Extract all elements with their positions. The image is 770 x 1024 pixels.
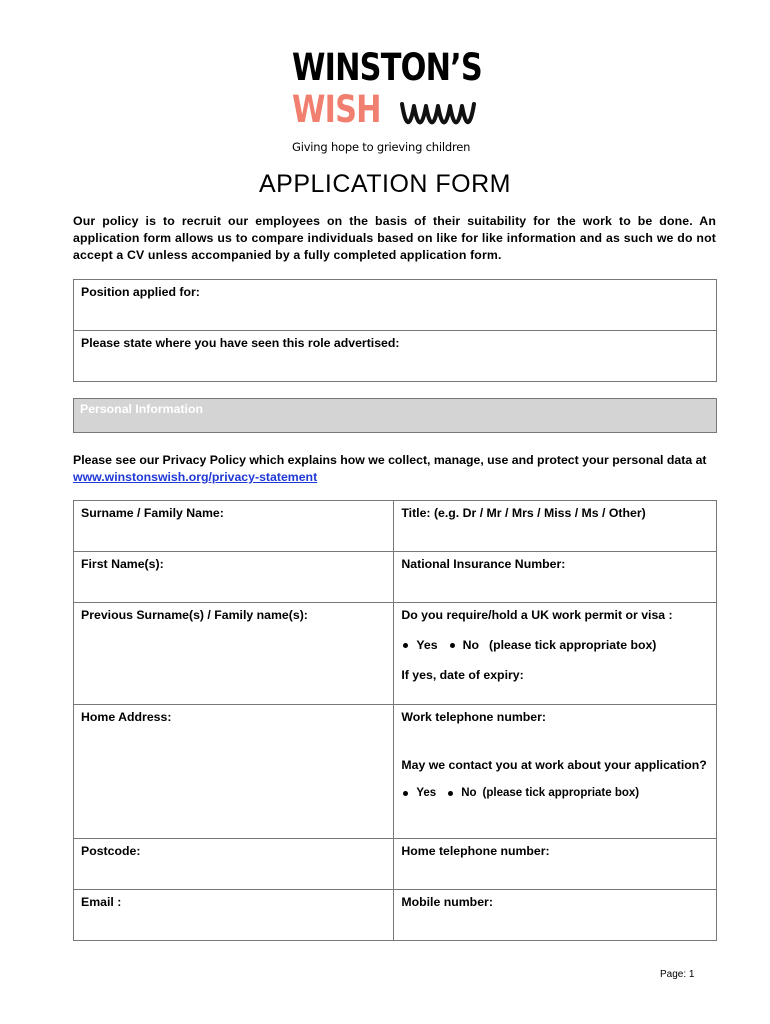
- title-field[interactable]: [394, 501, 717, 552]
- section-banner-personal-information: Personal Information: [73, 398, 717, 433]
- permit-no-label: No: [462, 638, 479, 652]
- position-table: [73, 279, 717, 382]
- policy-intro: Our policy is to recruit our employees on the basis of their suitability for the work to be done. An application form allows us to compare individuals based on like for like information and as such we do not accept a CV unless accompanied by a fully completed application form.: [73, 214, 716, 262]
- winstons-wish-logo: [292, 48, 482, 158]
- surname-label: Surname / Family Name:: [81, 506, 224, 520]
- expiry-date-label[interactable]: If yes, date of expiry:: [401, 668, 524, 682]
- advertised-label: Please state where you have seen this role advertised:: [81, 336, 400, 350]
- previous-surname-label: Previous Surname(s) / Family name(s):: [81, 608, 308, 622]
- yes-bullet-icon[interactable]: [403, 643, 408, 648]
- permit-note: (please tick appropriate box): [488, 638, 657, 652]
- position-applied-field[interactable]: [74, 280, 717, 331]
- personal-info-table: [73, 500, 717, 941]
- contact-yes-label: Yes: [416, 787, 437, 799]
- mobile-label: Mobile number:: [401, 895, 493, 909]
- work-permit-question: Do you require/hold a UK work permit or visa :: [401, 608, 673, 622]
- first-name-field[interactable]: [74, 552, 394, 603]
- home-address-label: Home Address:: [81, 710, 172, 724]
- logo-tagline: Giving hope to grieving children: [292, 140, 471, 154]
- home-address-field[interactable]: [74, 705, 394, 839]
- mobile-field[interactable]: [394, 890, 717, 941]
- postcode-label: Postcode:: [81, 844, 141, 858]
- work-phone-label[interactable]: Work telephone number:: [401, 710, 546, 724]
- logo-wordmark-line1: WINSTON’S: [292, 46, 482, 89]
- work-permit-options: [401, 638, 709, 652]
- ni-number-label: National Insurance Number:: [401, 557, 566, 571]
- yes-bullet-icon[interactable]: [403, 791, 408, 796]
- ni-number-field[interactable]: [394, 552, 717, 603]
- home-phone-label: Home telephone number:: [401, 844, 550, 858]
- privacy-text: Please see our Privacy Policy which explains how we collect, manage, use and protect your personal data at: [73, 453, 707, 467]
- privacy-notice: [73, 452, 713, 486]
- email-field[interactable]: [74, 890, 394, 941]
- surname-field[interactable]: [74, 501, 394, 552]
- no-bullet-icon[interactable]: [450, 643, 455, 648]
- no-bullet-icon[interactable]: [448, 791, 453, 796]
- contact-options: [401, 787, 709, 799]
- first-name-label: First Name(s):: [81, 557, 164, 571]
- previous-surname-field[interactable]: [74, 603, 394, 705]
- work-permit-field: [394, 603, 717, 705]
- page-title: APPLICATION FORM: [258, 170, 511, 198]
- page-number: Page: 1: [660, 969, 695, 980]
- position-applied-label: Position applied for:: [81, 285, 200, 299]
- permit-yes-label: Yes: [416, 638, 438, 652]
- privacy-link[interactable]: www.winstonswish.org/privacy-statement: [73, 470, 318, 484]
- advertised-field[interactable]: [74, 331, 717, 382]
- logo-wave-icon: [400, 98, 480, 132]
- contact-at-work-question: May we contact you at work about your application?: [401, 758, 707, 772]
- postcode-field[interactable]: [74, 839, 394, 890]
- home-phone-field[interactable]: [394, 839, 717, 890]
- email-label: Email :: [81, 895, 122, 909]
- contact-no-label: No: [461, 787, 477, 799]
- contact-note: (please tick appropriate box): [482, 787, 640, 799]
- title-label: Title: (e.g. Dr / Mr / Mrs / Miss / Ms / Other): [401, 506, 646, 520]
- logo-wordmark-line2: WISH: [292, 88, 381, 131]
- work-phone-field: [394, 705, 717, 839]
